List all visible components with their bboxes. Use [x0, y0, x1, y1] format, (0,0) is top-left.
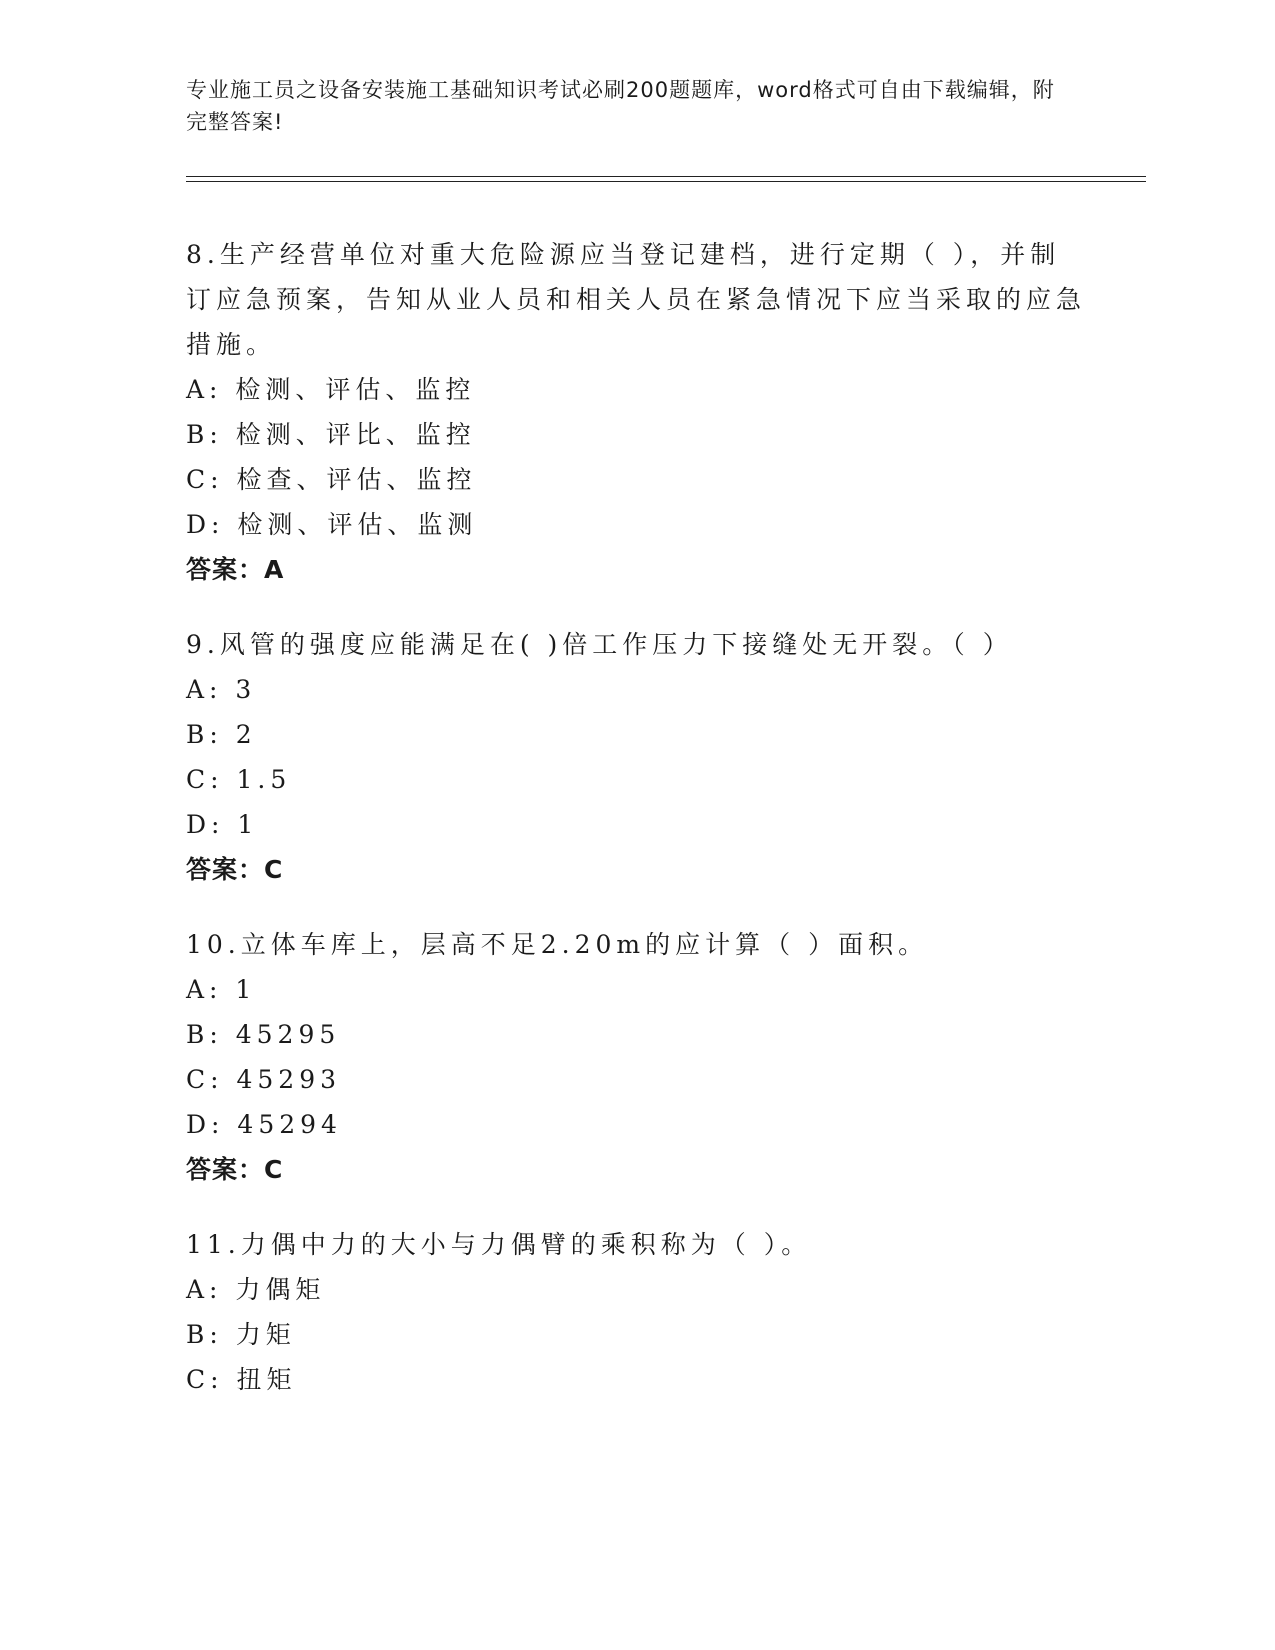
answer: 答案：A: [186, 555, 285, 584]
header-title: 专业施工员之设备安装施工基础知识考试必刷200题题库，word格式可自由下载编辑，附完整答案!: [186, 78, 1055, 134]
option-a: A: 1: [186, 975, 257, 1004]
question-10: [186, 922, 1086, 1192]
question-text: 11.力偶中力的大小与力偶臂的乘积称为（ ）。: [186, 1230, 812, 1259]
option-d: D: 45294: [186, 1110, 342, 1139]
option-b: B: 检测、评比、监控: [186, 420, 476, 449]
option-b: B: 45295: [186, 1020, 341, 1049]
question-9: [186, 622, 1086, 892]
document-header: [186, 74, 1066, 138]
option-c: C: 检查、评估、监控: [186, 465, 477, 494]
header-divider-secondary: [186, 181, 1146, 182]
header-divider: [186, 176, 1146, 177]
question-list: [186, 232, 1086, 1432]
question-8: [186, 232, 1086, 592]
option-a: A: 检测、评估、监控: [186, 375, 476, 404]
option-a: A: 3: [186, 675, 257, 704]
option-d: D: 检测、评估、监测: [186, 510, 478, 539]
question-text: 8.生产经营单位对重大危险源应当登记建档，进行定期（ ），并制订应急预案，告知从业人员和相关人员在紧急情况下应当采取的应急措施。: [186, 240, 1087, 359]
answer: 答案：C: [186, 855, 284, 884]
question-text: 9.风管的强度应能满足在( )倍工作压力下接缝处无开裂。（ ）: [186, 630, 1013, 659]
question-11: [186, 1222, 1086, 1402]
option-b: B: 2: [186, 720, 257, 749]
option-a: A: 力偶矩: [186, 1275, 326, 1304]
question-text: 10.立体车库上，层高不足2.20m的应计算（ ）面积。: [186, 930, 929, 959]
option-c: C: 扭矩: [186, 1365, 297, 1394]
option-d: D: 1: [186, 810, 259, 839]
answer: 答案：C: [186, 1155, 284, 1184]
option-c: C: 1.5: [186, 765, 292, 794]
option-b: B: 力矩: [186, 1320, 296, 1349]
option-c: C: 45293: [186, 1065, 342, 1094]
